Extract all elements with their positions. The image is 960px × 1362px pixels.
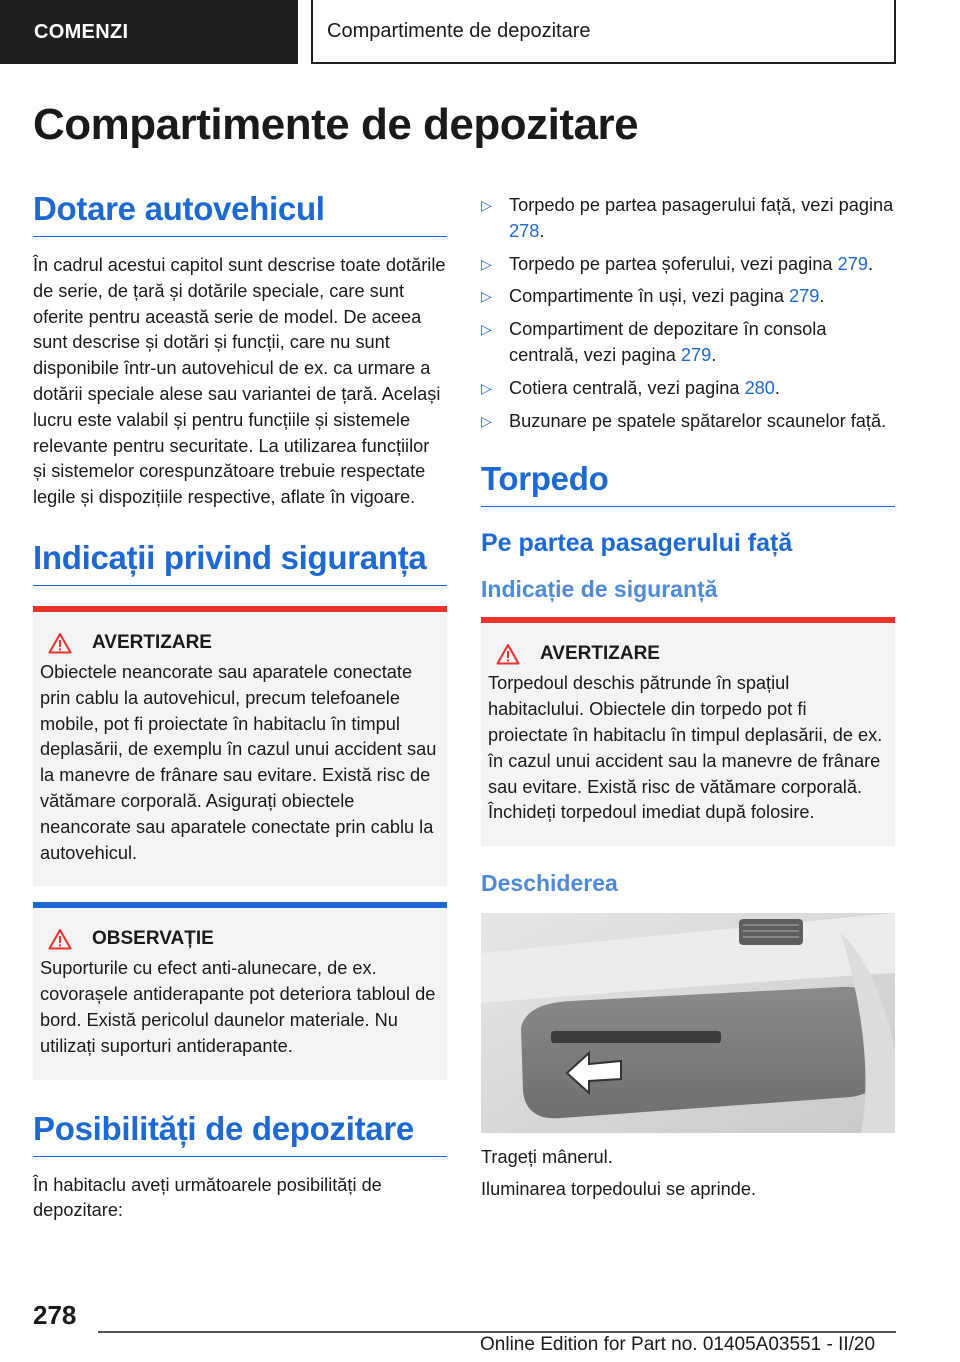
note-box (33, 902, 447, 1079)
heading-indicatie: Indicație de siguranță (481, 576, 718, 603)
triangle-bullet-icon: ▷ (481, 255, 492, 272)
page-title: Compartimente de depozitare (33, 100, 639, 149)
footer-divider (98, 1331, 896, 1333)
warning-triangle-icon (48, 632, 72, 654)
right-column (481, 193, 895, 1203)
list-item: ▷ Torpedo pe partea șoferului, vezi pagina 279. (481, 252, 895, 278)
warning-text: Obiectele neancorate sau aparatele conectate prin cablu la autovehicul, precum telefoanele mobile, pot fi proiectate în habitaclu în timpul deplasării, de exemplu în cazul unui accident sau la manevre de frânare sau evitare. Există risc de vătămare corporală. Asigurați obiectele neancorate sau aparatele conectate prin cablu la autovehicul. (40, 661, 437, 863)
triangle-bullet-icon: ▷ (481, 379, 492, 396)
heading-posibilitati: Posibilități de depozitare (33, 1110, 447, 1157)
warning-triangle-icon (496, 643, 520, 665)
triangle-bullet-icon: ▷ (481, 197, 492, 213)
page-link[interactable]: 278 (509, 220, 540, 241)
glovebox-photo (481, 913, 895, 1133)
caution-triangle-icon (48, 928, 72, 950)
list-item: ▷ Compartiment de depozitare în consola centrală, vezi pagina 279. (481, 319, 827, 365)
triangle-bullet-icon: ▷ (481, 321, 492, 338)
list-item: ▷ Compartimente în uși, vezi pagina 279. (481, 284, 895, 310)
heading-dotare: Dotare autovehicul (33, 190, 447, 237)
left-column (33, 190, 447, 1224)
dotare-text: În cadrul acestui capitol sunt descrise toate dotările de serie, de țară și dotările speciale, care sunt oferite pentru această serie de model. De aceea sunt descrise și dotări și funcții, care nu sunt disponibile într-un autovehicul de ex. ca urmare a dotării speciale alese sau variantei de țară. Același lucru este valabil și pentru funcțiile și sistemele relevante pentru securitate. La utilizarea funcțiilor și sistemelor corespunzătoare trebuie respectate legile și dispozițiile respective, aflate în vigoare. (33, 255, 446, 508)
torpedo-warning-text: Torpedoul deschis pătrunde în spațiul habitaclului. Obiectele din torpedo pot fi proiectate în habitaclu în timpul deplasării, de ex. în cazul unui accident sau la manevre de frânare sau evitare. Există risc de vătămare corporală. Închideți torpedoul imediat după folosire. (488, 673, 883, 823)
triangle-bullet-icon: ▷ (481, 288, 492, 305)
page-link[interactable]: 279 (837, 253, 868, 274)
posibilitati-text: În habitaclu aveți următoarele posibilități de depozitare: (33, 1174, 382, 1221)
glovebox-illustration (481, 913, 895, 1133)
warning-box (33, 606, 447, 886)
page-link[interactable]: 279 (680, 344, 712, 365)
list-item: ▷ Torpedo pe partea pasagerului față, vezi pagina 278. (481, 195, 894, 241)
note-text: Suporturile cu efect anti-alunecare, de ex. covorașele antiderapante pot deteriora tabloul de bord. Există pericolul daunelor materiale. Nu utilizați suporturi antiderapante. (40, 958, 436, 1056)
step-light: Iluminarea torpedoului se aprinde. (481, 1178, 757, 1199)
section-tab (311, 0, 896, 64)
torpedo-warning-head (488, 643, 888, 665)
page-number: 278 (33, 1300, 77, 1330)
warning-head (40, 632, 440, 654)
page-link[interactable]: 279 (789, 286, 820, 307)
heading-deschiderea: Deschiderea (481, 870, 618, 897)
triangle-bullet-icon: ▷ (481, 412, 492, 429)
chapter-label: COMENZI (34, 20, 129, 43)
heading-siguranta: Indicații privind siguranța (33, 539, 447, 586)
note-title: OBSERVAȚIE (92, 928, 214, 950)
torpedo-warning-title: AVERTIZARE (540, 643, 660, 665)
heading-pasager: Pe partea pasagerului față (481, 529, 793, 558)
page-link[interactable]: 280 (744, 377, 775, 398)
list-item: ▷ Cotiera centrală, vezi pagina 280. (481, 376, 895, 402)
chapter-tab (0, 0, 298, 64)
warning-title: AVERTIZARE (92, 631, 212, 653)
torpedo-warning-box (481, 617, 895, 846)
list-item: ▷ Buzunare pe spatele spătarelor scaunelor față. (481, 409, 895, 435)
section-label: Compartimente de depozitare (327, 19, 591, 42)
note-head (40, 928, 440, 950)
edition-text: Online Edition for Part no. 01405A03551 - II/20 (480, 1334, 876, 1355)
step-pull-handle: Trageți mânerul. (481, 1147, 613, 1168)
storage-list (481, 193, 895, 434)
heading-torpedo: Torpedo (481, 460, 895, 507)
